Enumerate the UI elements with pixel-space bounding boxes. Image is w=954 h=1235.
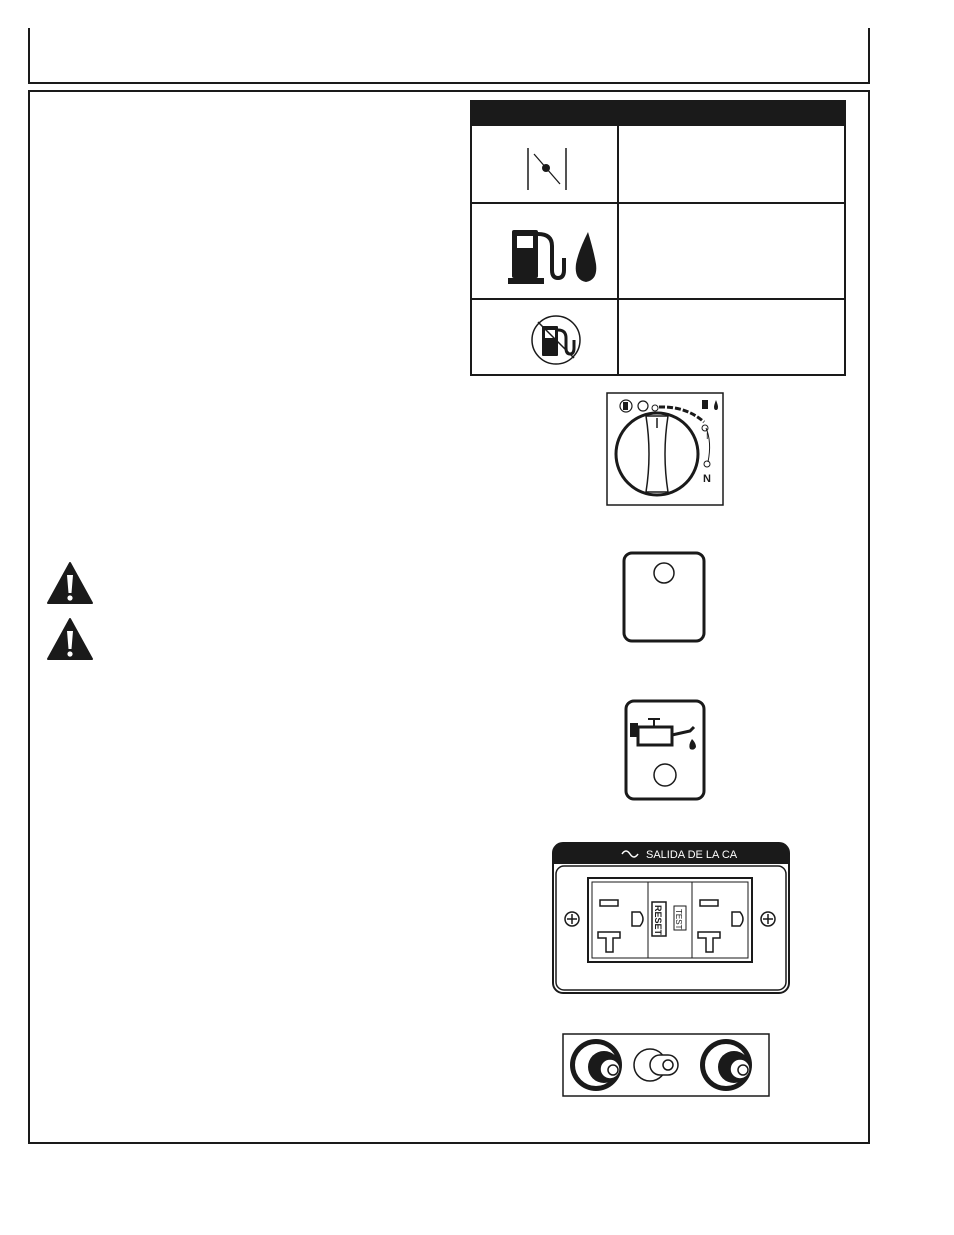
dc-terminal-panel xyxy=(562,1033,770,1097)
test-label: TEST xyxy=(674,909,683,930)
table-row xyxy=(472,124,844,204)
warning-triangle-icon xyxy=(46,561,94,605)
table-row xyxy=(472,202,844,300)
fuel-on-icon xyxy=(508,224,598,286)
indicator-lamp xyxy=(654,563,674,583)
dial-mark-i: I xyxy=(706,431,709,441)
dial-mark-n: N xyxy=(703,473,711,485)
page-header-frame xyxy=(28,28,870,84)
indicator-lamp-panel xyxy=(622,551,706,643)
symbol-table xyxy=(470,100,846,376)
table-row xyxy=(472,298,844,378)
choke-fuel-dial xyxy=(606,392,724,506)
screw-left-icon xyxy=(565,912,579,926)
oil-alert-panel xyxy=(624,699,706,801)
fuel-off-icon xyxy=(522,314,590,366)
dc-terminal-right[interactable] xyxy=(700,1039,752,1091)
ac-outlet-panel xyxy=(552,842,790,994)
warning-triangle-icon xyxy=(46,617,94,661)
reset-button[interactable] xyxy=(652,902,666,936)
receptacle-right[interactable] xyxy=(698,900,743,952)
receptacle-left[interactable] xyxy=(598,900,643,952)
screw-right-icon xyxy=(761,912,775,926)
oil-alert-lamp xyxy=(654,764,676,786)
dc-terminal-left[interactable] xyxy=(570,1039,622,1091)
ac-panel-title: SALIDA DE LA CA xyxy=(646,849,738,861)
table-header-bar xyxy=(472,102,844,124)
reset-label: RESET xyxy=(653,905,663,936)
test-button[interactable] xyxy=(674,906,686,930)
choke-icon xyxy=(522,146,572,192)
